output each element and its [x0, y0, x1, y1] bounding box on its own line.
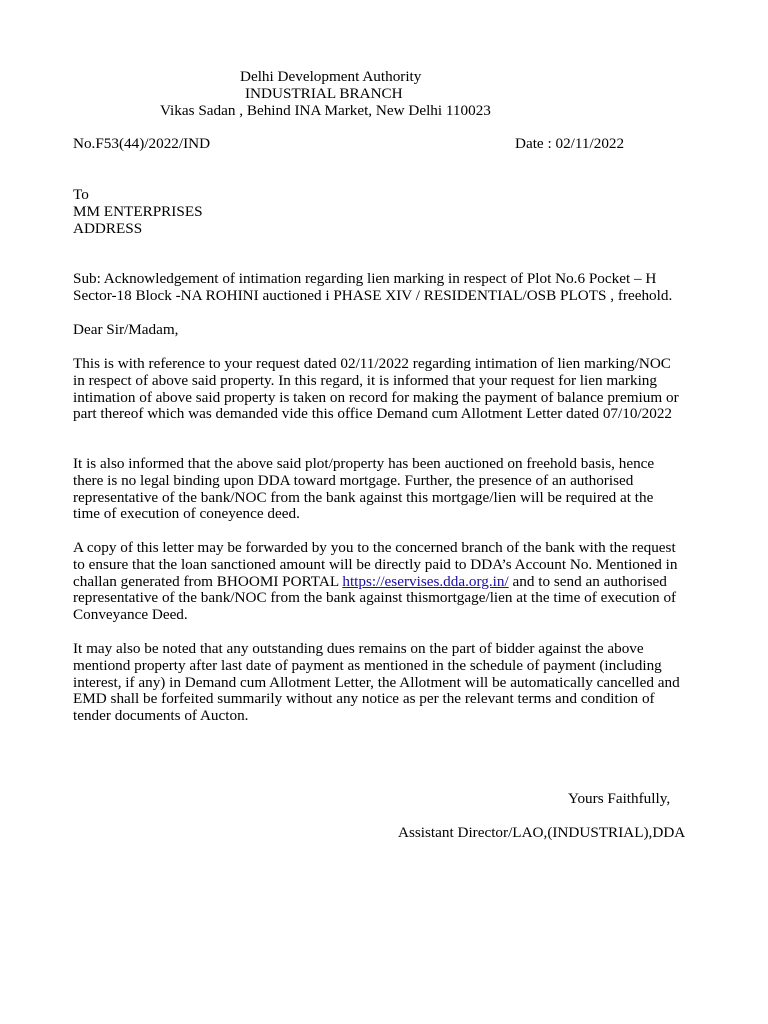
- letter-date: Date : 02/11/2022: [515, 135, 625, 152]
- paragraph-line: representative of the bank/NOC from the bank against thismortgage/lien at the time of execution of: [73, 589, 677, 607]
- paragraph-line: mentiond property after last date of payment as mentioned in the schedule of payment (including: [73, 656, 662, 674]
- recipient-name: MM ENTERPRISES: [73, 203, 203, 220]
- paragraph-line: EMD shall be forfeited summarily without any notice as per the relevant terms and condition of: [73, 690, 655, 708]
- paragraph-line: tender documents of Aucton.: [73, 707, 249, 725]
- subject-line: Sector-18 Block -NA ROHINI auctioned i PHASE XIV / RESIDENTIAL/OSB PLOTS , freehold.: [73, 286, 673, 304]
- closing: Yours Faithfully,: [568, 790, 671, 807]
- reference-number: No.F53(44)/2022/IND: [73, 135, 211, 152]
- paragraph-text: and to send an authorised: [508, 572, 667, 590]
- salutation: Dear Sir/Madam,: [73, 321, 179, 338]
- paragraph-line: in respect of above said property. In this regard, it is informed that your request for lien marking: [73, 371, 657, 389]
- paragraph-line: part thereof which was demanded vide this office Demand cum Allotment Letter dated 07/10/2022: [73, 405, 673, 423]
- paragraph-line: This is with reference to your request dated 02/11/2022 regarding intimation of lien marking/NOC: [73, 355, 671, 372]
- subject: [73, 271, 713, 305]
- paragraph-line: there is no legal binding upon DDA toward mortgage. Further, the presence of an authorised: [73, 471, 634, 489]
- paragraph-line: A copy of this letter may be forwarded by you to the concerned branch of the bank with the request: [73, 539, 676, 556]
- paragraph-text: challan generated from BHOOMI PORTAL: [73, 572, 343, 590]
- signatory: Assistant Director/LAO,(INDUSTRIAL),DDA: [398, 824, 686, 841]
- paragraph-reference: [73, 356, 713, 423]
- recipient-address: ADDRESS: [73, 220, 143, 237]
- paragraph-line: Conveyance Deed.: [73, 606, 188, 624]
- recipient-to: To: [73, 186, 89, 203]
- paragraph-line: [73, 574, 713, 591]
- header-branch: INDUSTRIAL BRANCH: [245, 85, 403, 102]
- paragraph-dues: [73, 641, 713, 725]
- header-address: Vikas Sadan , Behind INA Market, New Delhi 110023: [160, 102, 491, 119]
- paragraph-line: It may also be noted that any outstanding dues remains on the part of bidder against the above: [73, 640, 644, 657]
- paragraph-line: It is also informed that the above said plot/property has been auctioned on freehold basis, hence: [73, 455, 655, 472]
- paragraph-copy: [73, 540, 713, 624]
- paragraph-line: interest, if any) in Demand cum Allotment Letter, the Allotment will be automatically cancelled and: [73, 673, 680, 691]
- paragraph-line: representative of the bank/NOC from the bank against this mortgage/lien will be required at the: [73, 488, 654, 506]
- paragraph-freehold: [73, 456, 713, 523]
- paragraph-line: time of execution of coneyence deed.: [73, 505, 300, 523]
- paragraph-line: intimation of above said property is taken on record for making the payment of balance premium or: [73, 388, 679, 406]
- portal-link[interactable]: https://eservises.dda.org.in/: [342, 572, 509, 590]
- subject-line: Sub: Acknowledgement of intimation regarding lien marking in respect of Plot No.6 Pocket – H: [73, 270, 657, 287]
- paragraph-line: to ensure that the loan sanctioned amount will be directly paid to DDA’s Account No. Mentioned in: [73, 555, 678, 573]
- header-org: Delhi Development Authority: [240, 68, 422, 85]
